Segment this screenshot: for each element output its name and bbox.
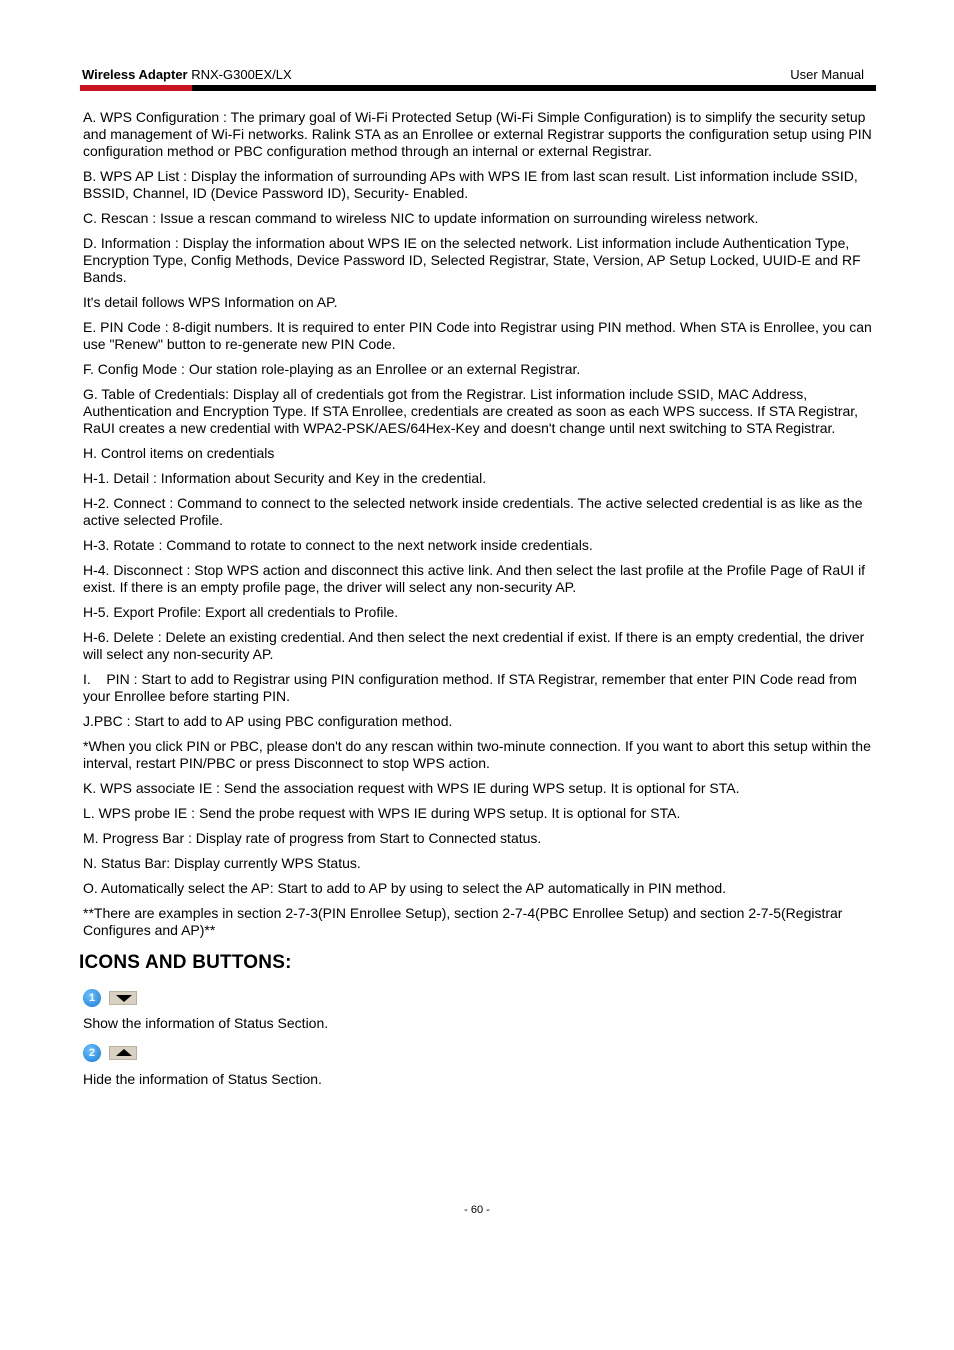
header-product-name: Wireless Adapter: [82, 67, 188, 82]
header-product: [82, 68, 292, 82]
arrow-down-icon: [109, 991, 137, 1005]
paragraph-pin: I. PIN : Start to add to Registrar using PIN configuration method. If STA Registrar, remember that enter PIN Code read from your Enrollee before starting PIN.: [83, 671, 861, 704]
paragraph-config-mode: F. Config Mode : Our station role-playing as an Enrollee or an external Registrar.: [83, 361, 581, 377]
paragraph-pbc: J.PBC : Start to add to AP using PBC configuration method.: [83, 713, 453, 729]
arrow-up-icon: [109, 1046, 137, 1060]
paragraph-table-of-credentials: G. Table of Credentials: Display all of credentials got from the Registrar. List information include SSID, MAC Address, Authentication and Encryption Type. If STA Enrollee, credentials are created as soon as each WPS success. If STA Registrar, RaUI creates a new credential with WPA2-PSK/AES/64Hex-Key and doesn't change until next switching to STA Registrar.: [83, 386, 859, 436]
paragraph-information: D. Information : Display the information about WPS IE on the selected network. List information include Authentication Type, Encryption Type, Config Methods, Device Password ID, Selected Registrar, State, Version, AP Setup Locked, UUID-E and RF Bands.: [83, 235, 861, 285]
header-product-model: RNX-G300EX/LX: [187, 67, 292, 82]
paragraph-examples-note: **There are examples in section 2-7-3(PIN Enrollee Setup), section 2-7-4(PBC Enrollee Setup) and section 2-7-5(Registrar Configures and AP)**: [83, 905, 843, 938]
icon-1-description: Show the information of Status Section.: [83, 1015, 329, 1031]
body-text: [83, 109, 883, 947]
paragraph-pin-code: E. PIN Code : 8-digit numbers. It is required to enter PIN Code into Registrar using PIN method. When STA is Enrollee, you can use "Renew" button to re-generate new PIN Code.: [83, 319, 872, 352]
header-doc-type: User Manual: [790, 67, 864, 82]
paragraph-h2-connect: H-2. Connect : Command to connect to the selected network inside credentials. The active selected credential is as like as the active selected Profile.: [83, 495, 863, 528]
number-one-icon: 1: [83, 989, 101, 1007]
paragraph-wps-associate-ie: K. WPS associate IE : Send the association request with WPS IE during WPS setup. It is optional for STA.: [83, 780, 740, 796]
header-accent-rule: [80, 85, 192, 91]
paragraph-wps-configuration: A. WPS Configuration : The primary goal of Wi-Fi Protected Setup (Wi-Fi Simple Configuration) is to simplify the security setup and management of Wi-Fi networks. Ralink STA as an Enrollee or external Registrar supports the configuration setup using PIN configuration method or PBC configuration method through an internal or external Registrar.: [83, 109, 872, 159]
paragraph-wps-ap-list: B. WPS AP List : Display the information of surrounding APs with WPS IE from last scan result. List information include SSID, BSSID, Channel, ID (Device Password ID), Security- Enabled.: [83, 168, 858, 201]
header-rule: [80, 85, 876, 91]
paragraph-auto-select-ap: O. Automatically select the AP: Start to add to AP by using to select the AP automatically in PIN method.: [83, 880, 727, 896]
paragraph-rescan: C. Rescan : Issue a rescan command to wireless NIC to update information on surrounding wireless network.: [83, 210, 759, 226]
paragraph-control-items: H. Control items on credentials: [83, 445, 275, 461]
paragraph-h1-detail: H-1. Detail : Information about Security and Key in the credential.: [83, 470, 487, 486]
paragraph-h4-disconnect: H-4. Disconnect : Stop WPS action and disconnect this active link. And then select the last profile at the Profile Page of RaUI if exist. If there is an empty profile page, the driver will select any non-security AP.: [83, 562, 866, 595]
paragraph-h6-delete: H-6. Delete : Delete an existing credential. And then select the next credential if exist. If there is an empty credential, the driver will select any non-security AP.: [83, 629, 865, 662]
page-number: - 60 -: [464, 1204, 490, 1216]
paragraph-h3-rotate: H-3. Rotate : Command to rotate to connect to the next network inside credentials.: [83, 537, 593, 553]
number-two-icon: 2: [83, 1044, 101, 1062]
section-heading: ICONS AND BUTTONS:: [79, 952, 292, 973]
page-header: [82, 68, 876, 82]
paragraph-h5-export-profile: H-5. Export Profile: Export all credentials to Profile.: [83, 604, 399, 620]
paragraph-progress-bar: M. Progress Bar : Display rate of progress from Start to Connected status.: [83, 830, 542, 846]
paragraph-status-bar: N. Status Bar: Display currently WPS Status.: [83, 855, 361, 871]
icon-2-description: Hide the information of Status Section.: [83, 1071, 322, 1087]
paragraph-note-rescan: *When you click PIN or PBC, please don't do any rescan within two-minute connection. If you want to abort this setup within the interval, restart PIN/PBC or press Disconnect to stop WPS action.: [83, 738, 871, 771]
paragraph-wps-probe-ie: L. WPS probe IE : Send the probe request with WPS IE during WPS setup. It is optional for STA.: [83, 805, 681, 821]
paragraph-detail-follows: It's detail follows WPS Information on AP.: [83, 294, 338, 310]
